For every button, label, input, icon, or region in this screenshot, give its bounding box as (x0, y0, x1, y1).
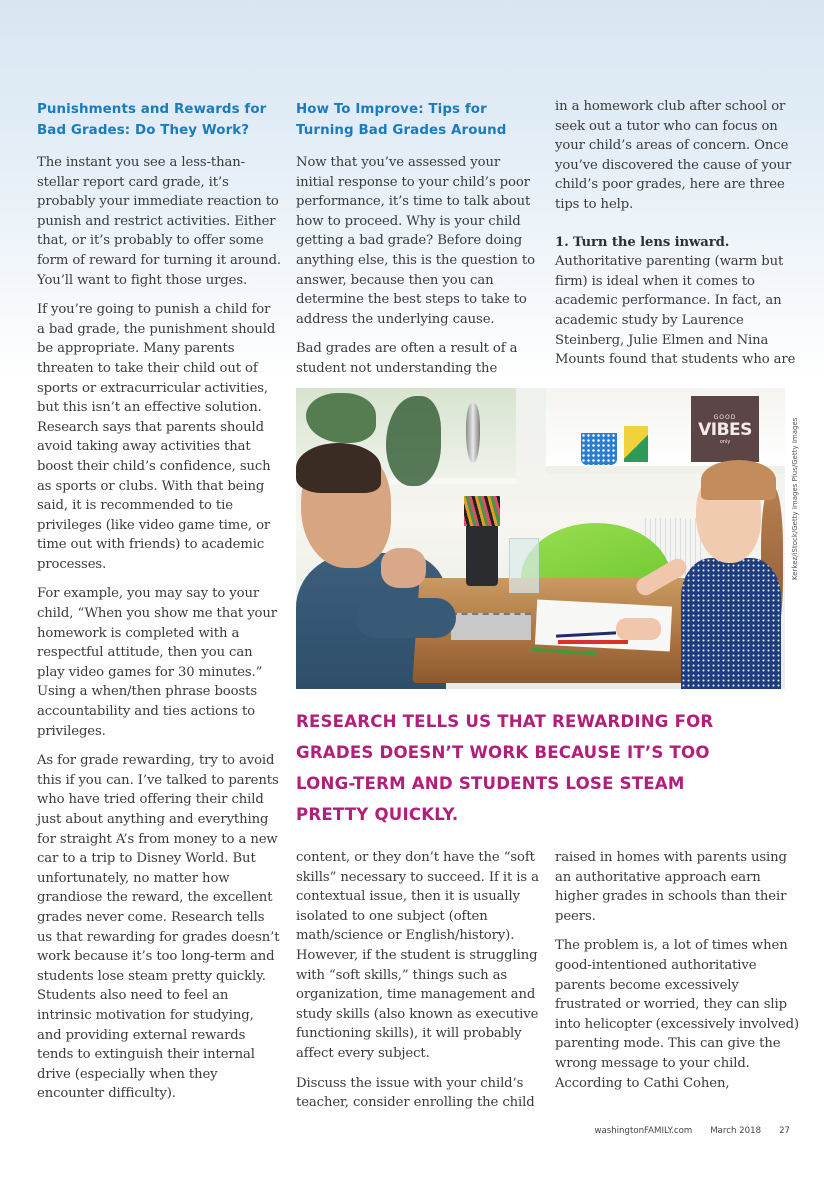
paragraph: As for grade rewarding, try to avoid this if you can. I’ve talked to parents who have tried offering their child just about anything and everything for straight A’s from money to a new car to a trip to Disney World. But unfortunately, no matter how grandiose the reward, the excellent grades never come. Research tells us that rewarding for grades doesn’t work because it’s too long-term and students lose steam pretty quickly. Students also need to feel an intrinsic motivation for studying, and providing external rewards tends to extinguish their internal drive (especially when they encounter difficulty). (37, 753, 280, 1102)
pen (558, 640, 628, 644)
page-footer (560, 1126, 790, 1136)
column-2-bottom (296, 848, 541, 1123)
section-heading-how-to-improve: How To Improve: Tips for Turning Bad Grades Around (296, 102, 507, 138)
paragraph: raised in homes with parents using an authoritative approach earn higher grades in schools than their peers. (555, 850, 787, 924)
girl-hair (701, 460, 776, 500)
paragraph: Bad grades are often a result of a student not understanding the (296, 341, 518, 376)
man-arm (356, 598, 456, 638)
column-1 (37, 99, 282, 1114)
photo-credit: Kerkez/iStock/Getty Images Plus/Getty Images (791, 417, 799, 580)
sign-text-main: VIBES (698, 419, 752, 440)
footer-issue-date: March 2018 (710, 1126, 762, 1136)
paragraph: For example, you may say to your child, “When you show me that your homework is completed with a respectful attitude, then you can play video games for 30 minutes.” Using a when/then phrase boosts accountability and ties actions to privileges. (37, 586, 277, 739)
plant (386, 396, 441, 486)
tip-text: Authoritative parenting (warm but firm) is ideal when it comes to academic performance. In fact, an academic study by Laurence Steinberg, Julie Elmen and Nina Mounts found that students who are (555, 254, 796, 368)
paragraph: The problem is, a lot of times when good-intentioned authoritative parents become excessively frustrated or worried, they can slip into helicopter (excessively involved) parenting mode. This can give the wrong message to your child. According to Cathi Cohen, (555, 938, 800, 1091)
pencils (464, 496, 500, 526)
article-photo (296, 388, 785, 689)
man-hair (296, 443, 381, 493)
girl-hand (616, 618, 661, 640)
decor-card (624, 426, 648, 462)
paragraph: in a homework club after school or seek out a tutor who can focus on your child’s areas of concern. Once you’ve discovered the cause of your child’s poor grades, here are three tips to help. (555, 99, 792, 212)
paragraph: If you’re going to punish a child for a bad grade, the punishment should be appropriate. Many parents threaten to take their child out of sports or extracurricular activities, but this isn’t an effective solution. Research says that parents should avoid taking away activities that boost their child’s confidence, such as sports or clubs. With that being said, it is recommended to tie privileges (like video game time, or time out with friends) to academic processes. (37, 302, 276, 572)
column-2-top (296, 99, 541, 389)
tip-paragraph (555, 233, 800, 370)
sign-text-top: GOOD (713, 413, 737, 421)
good-vibes-sign (691, 396, 759, 462)
tip-heading: 1. Turn the lens inward. (555, 234, 730, 250)
column-3-top (555, 97, 800, 380)
sign-text-bottom: only (719, 438, 731, 445)
paragraph: Now that you’ve assessed your initial response to your child’s poor performance, it’s time to talk about how to proceed. Why is your child getting a bad grade? Before doing anything else, this is the question to answer, because then you can determine the best steps to take to address the underlying cause. (296, 155, 535, 327)
section-heading-punishments: Punishments and Rewards for Bad Grades: Do They Work? (37, 102, 267, 138)
column-3-bottom (555, 848, 800, 1103)
water-glass (509, 538, 539, 593)
pencil-cup (466, 518, 498, 586)
paragraph: Discuss the issue with your child’s teacher, consider enrolling the child (296, 1075, 535, 1111)
man-hand (381, 548, 426, 588)
bucket (581, 433, 617, 465)
footer-page-number: 27 (779, 1126, 790, 1136)
vase (466, 403, 480, 463)
footer-website: washingtonFAMILY.com (594, 1126, 693, 1136)
paragraph: content, or they don’t have the “soft skills” necessary to succeed. If it is a contextual issue, then it is usually isolated to one subject (often math/science or English/history). However, if the student is struggling with “soft skills,” things such as organization, time management and study skills (also known as executive functioning skills), it will probably affect every subject. (296, 850, 539, 1061)
paragraph: The instant you see a less-than-stellar report card grade, it’s probably your immediate reaction to punish and restrict activities. Either that, or it’s probably to offer some form of reward for turning it around. You’ll want to fight those urges. (37, 155, 282, 288)
pull-quote: RESEARCH TELLS US THAT REWARDING FOR GRADES DOESN’T WORK BECAUSE IT’S TOO LONG-TERM AND STUDENTS LOSE STEAM PRETTY QUICKLY. (296, 712, 714, 824)
notebook (451, 613, 531, 640)
girl-body (681, 558, 781, 689)
